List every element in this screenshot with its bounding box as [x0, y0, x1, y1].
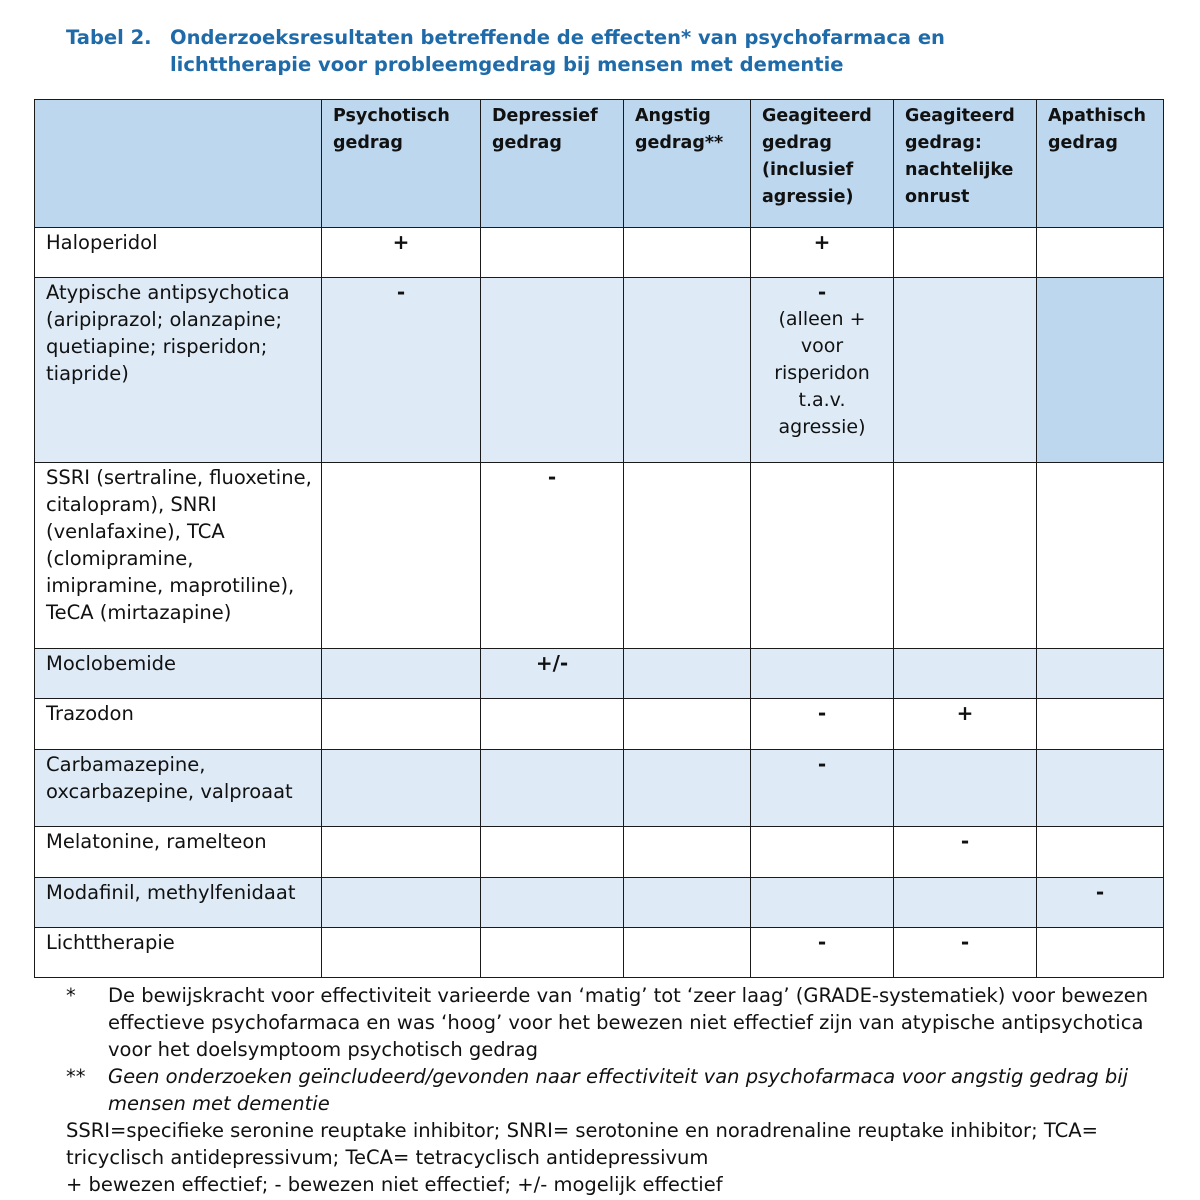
result-cell — [481, 827, 624, 878]
result-cell: - — [751, 750, 894, 827]
result-cell — [624, 827, 751, 878]
table-row — [35, 750, 1164, 827]
result-cell: - — [894, 928, 1037, 978]
result-cell — [894, 228, 1037, 278]
result-cell — [894, 463, 1037, 649]
table-row — [35, 463, 1164, 649]
result-cell-highlighted — [1037, 278, 1164, 463]
footnote-text: De bewijskracht voor effectiviteit varieerde van ‘matig’ tot ‘zeer laag’ (GRADE-systematiek) voor bewezen effectieve psychofarmaca en was ‘hoog’ voor het bewezen niet effectief zijn van atypische antipsychotica voor het doelsymptoom psychotisch gedrag — [108, 984, 1149, 1061]
result-cell: + — [751, 228, 894, 278]
table-footnotes — [66, 982, 1176, 1198]
result-cell — [481, 699, 624, 750]
drug-cell: Carbamazepine, oxcarbazepine, valproaat — [35, 750, 322, 827]
footnote-marker: * — [66, 984, 76, 1007]
footnote-star — [66, 982, 1176, 1063]
footnote-double-star — [66, 1063, 1176, 1117]
table-row — [35, 699, 1164, 750]
result-cell — [624, 463, 751, 649]
result-cell — [1037, 928, 1164, 978]
title-line-1: Onderzoeksresultaten betreffende de effecten* van psychofarmaca en — [170, 26, 945, 49]
result-cell — [481, 878, 624, 928]
table-row — [35, 649, 1164, 699]
table-number: Tabel 2. — [66, 26, 152, 49]
result-cell — [322, 463, 481, 649]
result-cell — [624, 699, 751, 750]
header-depressief: Depressief gedrag — [481, 100, 624, 228]
drug-cell: Atypische antipsychotica (aripiprazol; olanzapine; quetiapine; risperidon; tiapride) — [35, 278, 322, 463]
result-cell — [481, 928, 624, 978]
result-cell — [751, 463, 894, 649]
result-cell — [1037, 228, 1164, 278]
drug-cell: Melatonine, ramelteon — [35, 827, 322, 878]
result-cell — [624, 750, 751, 827]
result-cell — [894, 750, 1037, 827]
result-cell — [1037, 699, 1164, 750]
results-table — [34, 99, 1164, 978]
title-line-2: lichttherapie voor probleemgedrag bij mensen met dementie — [170, 53, 844, 76]
drug-cell: Modafinil, methylfenidaat — [35, 878, 322, 928]
table-row — [35, 228, 1164, 278]
result-cell — [624, 928, 751, 978]
drug-cell: Lichttherapie — [35, 928, 322, 978]
table-row — [35, 827, 1164, 878]
header-cell-empty — [35, 100, 322, 228]
result-cell — [1037, 649, 1164, 699]
drug-cell: SSRI (sertraline, fluoxetine, citalopram), SNRI (venlafaxine), TCA (clomipramine, imipramine, maprotiline), TeCA (mirtazapine) — [35, 463, 322, 649]
header-row — [35, 100, 1164, 228]
header-apathisch: Apathisch gedrag — [1037, 100, 1164, 228]
result-value: - — [817, 280, 827, 304]
header-geagiteerd: Geagiteerd gedrag (inclusief agressie) — [751, 100, 894, 228]
result-cell — [322, 827, 481, 878]
result-cell: + — [322, 228, 481, 278]
footnote-text: Geen onderzoeken geïncludeerd/gevonden naar effectiviteit van psychofarmaca voor angstig gedrag bij mensen met dementie — [108, 1065, 1129, 1115]
drug-cell: Trazodon — [35, 699, 322, 750]
result-cell — [894, 878, 1037, 928]
result-cell — [481, 750, 624, 827]
result-cell: - — [751, 928, 894, 978]
result-cell — [751, 827, 894, 878]
result-cell — [751, 649, 894, 699]
table-title — [66, 24, 1066, 78]
result-cell: - — [322, 278, 481, 463]
result-cell — [624, 278, 751, 463]
result-cell-with-note — [751, 278, 894, 463]
result-cell — [751, 878, 894, 928]
table-row — [35, 928, 1164, 978]
result-cell — [322, 699, 481, 750]
table-row — [35, 878, 1164, 928]
result-cell: - — [894, 827, 1037, 878]
header-angstig: Angstig gedrag** — [624, 100, 751, 228]
result-cell: + — [894, 699, 1037, 750]
result-cell: +/- — [481, 649, 624, 699]
result-cell — [624, 878, 751, 928]
drug-cell: Moclobemide — [35, 649, 322, 699]
result-cell — [1037, 463, 1164, 649]
abbreviations-note: SSRI=specifieke seronine reuptake inhibitor; SNRI= serotonine en noradrenaline reuptake inhibitor; TCA= tricyclisch antidepressivum; TeCA= tetracyclisch antidepressivum — [66, 1119, 1098, 1169]
result-cell: - — [481, 463, 624, 649]
footnote-marker: ** — [66, 1065, 86, 1088]
result-cell — [624, 649, 751, 699]
result-cell — [481, 228, 624, 278]
result-cell — [1037, 750, 1164, 827]
result-cell — [894, 649, 1037, 699]
legend-note: + bewezen effectief; - bewezen niet effectief; +/- mogelijk effectief — [66, 1173, 723, 1196]
table-row — [35, 278, 1164, 463]
result-cell — [322, 878, 481, 928]
result-cell — [481, 278, 624, 463]
drug-cell: Haloperidol — [35, 228, 322, 278]
result-cell — [322, 928, 481, 978]
result-cell — [322, 750, 481, 827]
result-cell — [894, 278, 1037, 463]
result-cell — [624, 228, 751, 278]
header-nachtelijke-onrust: Geagiteerd gedrag: nachtelijke onrust — [894, 100, 1037, 228]
result-cell: - — [751, 699, 894, 750]
result-cell — [1037, 827, 1164, 878]
result-cell: - — [1037, 878, 1164, 928]
result-cell — [322, 649, 481, 699]
header-psychotisch: Psychotisch gedrag — [322, 100, 481, 228]
result-note: (alleen + voor risperidon t.a.v. agressie) — [774, 308, 870, 438]
